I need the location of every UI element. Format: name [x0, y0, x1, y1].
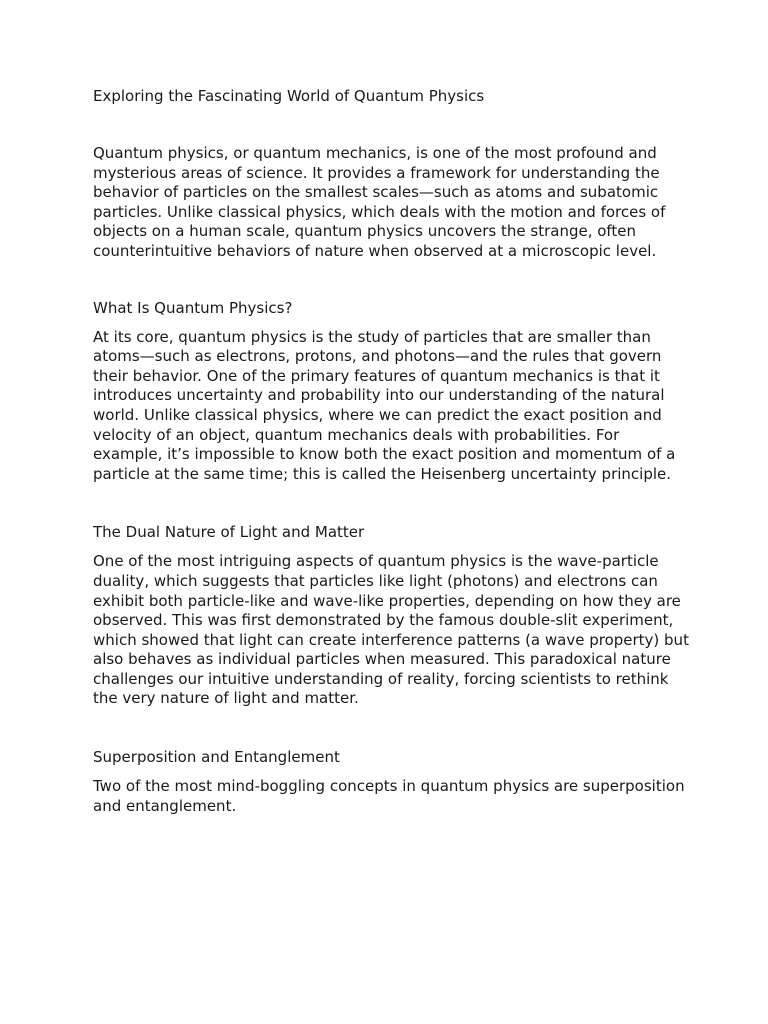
- document-title: Exploring the Fascinating World of Quantum Physics: [93, 87, 485, 105]
- document-page: [93, 86, 693, 816]
- section-heading-what-is-quantum-physics: What Is Quantum Physics?: [93, 298, 293, 317]
- section-heading-dual-nature: The Dual Nature of Light and Matter: [93, 523, 365, 542]
- section-body-what-is-quantum-physics: At its core, quantum physics is the study of particles that are smaller than atoms—such as electrons, protons, and photons—and the rules that govern their behavior. One of the primary features of quantum mechanics is that it introduces uncertainty and probability into our understanding of the natural world. Unlike classical physics, where we can predict the exact position and velocity of an object, quantum mechanics deals with probabilities. For example, it’s impossible to know both the exact position and momentum of a particle at the same time; this is called the Heisenberg uncertainty principle.: [93, 327, 676, 483]
- section-heading-superposition: Superposition and Entanglement: [93, 748, 340, 767]
- section-body-dual-nature: One of the most intriguing aspects of quantum physics is the wave-particle duality, which suggests that particles like light (photons) and electrons can exhibit both particle-like and wave-like properties, depending on how they are observed. This was first demonstrated by the famous double-slit experiment, which showed that light can create interference patterns (a wave property) but also behaves as individual particles when measured. This paradoxical nature challenges our intuitive understanding of reality, forcing scientists to rethink the very nature of light and matter.: [93, 552, 689, 708]
- intro-paragraph: Quantum physics, or quantum mechanics, is one of the most profound and mysterious areas of science. It provides a framework for understanding the behavior of particles on the smallest scales—such as atoms and subatomic particles. Unlike classical physics, which deals with the motion and forces of objects on a human scale, quantum physics uncovers the strange, often counterintuitive behaviors of nature when observed at a microscopic level.: [93, 144, 666, 260]
- section-body-superposition: Two of the most mind-boggling concepts in quantum physics are superposition and entanglement.: [93, 777, 685, 815]
